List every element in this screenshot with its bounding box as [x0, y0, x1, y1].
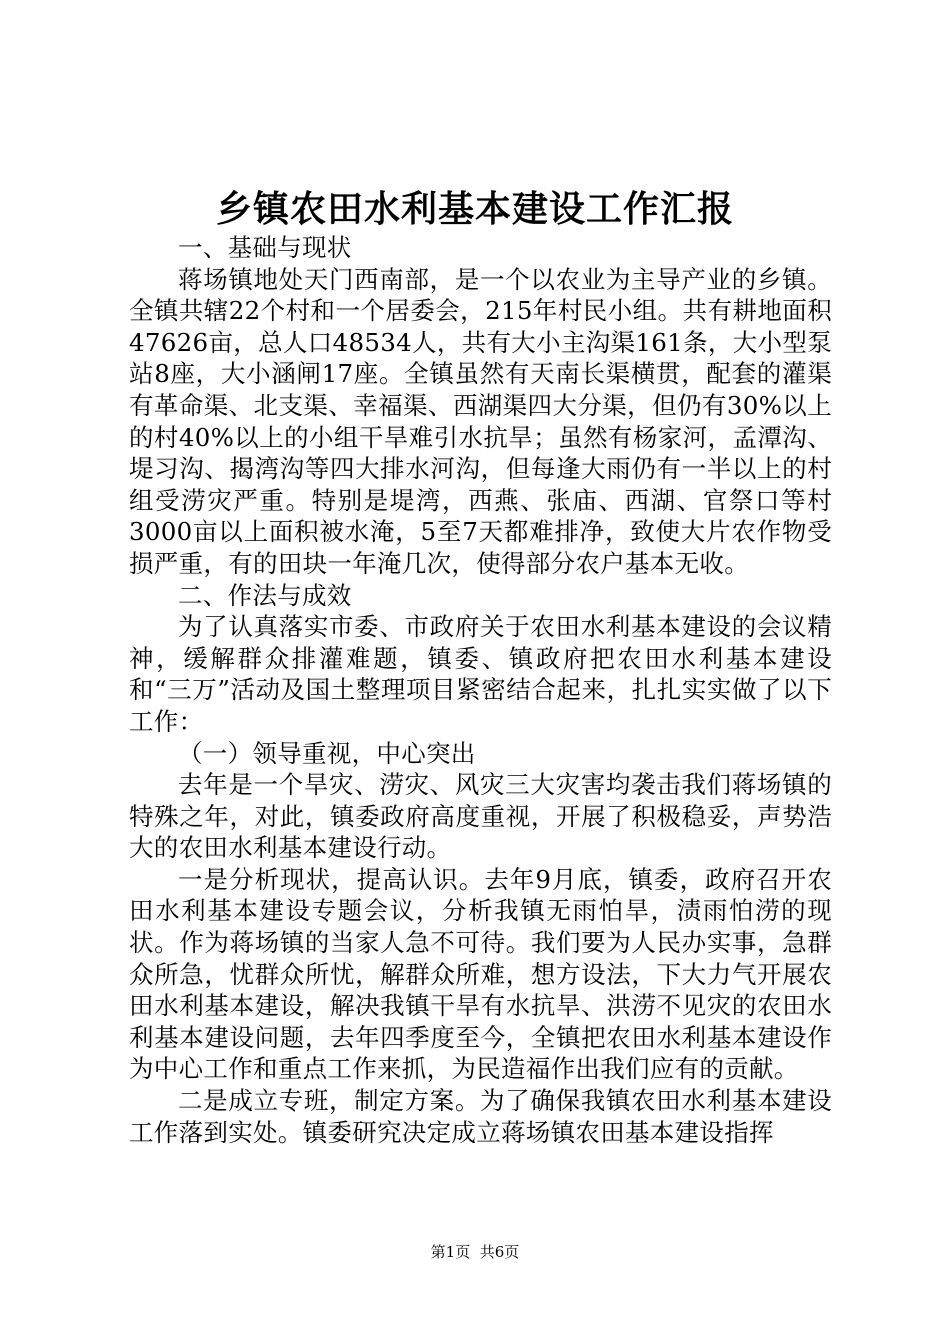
section-heading-methods: 二、作法与成效 — [178, 580, 352, 610]
section-heading-basis: 一、基础与现状 — [178, 233, 352, 262]
document-title: 乡镇农田水利基本建设工作汇报 — [215, 188, 734, 230]
paragraph-last-year: 去年是一个旱灾、涝灾、风灾三大灾害均袭击我们蒋场镇的特殊之年，对此，镇委政府高度重视，开展了积极稳妥，声势浩大的农田水利基本建设行动。 — [129, 770, 832, 863]
document-body — [129, 232, 832, 1148]
paragraph-point-two: 二是成立专班，制定方案。为了确保我镇农田水利基本建设工作落到实处。镇委研究决定成立蒋场镇农田基本建设指挥 — [129, 1086, 832, 1147]
paragraph-overview: 蒋场镇地处天门西南部，是一个以农业为主导产业的乡镇。全镇共辖22个村和一个居委会，215年村民小组。共有耕地面积47626亩，总人口48534人，共有大小主沟渠161条，大小型泵站8座，大小涵闸17座。全镇虽然有天南长渠横贯，配套的灌渠有革命渠、北支渠、幸福渠、西湖渠四大分渠，但仍有30%以上的村40%以上的小组干旱难引水抗旱；虽然有杨家河，孟潭沟、堤习沟、揭湾沟等四大排水河沟，但每逢大雨仍有一半以上的村组受涝灾严重。特别是堤湾，西燕、张庙、西湖、官祭口等村3000亩以上面积被水淹，5至7天都难排净，致使大片农作物受损严重，有的田块一年淹几次，使得部分农户基本无收。 — [129, 264, 832, 578]
paragraph-intro-methods: 为了认真落实市委、市政府关于农田水利基本建设的会议精神，缓解群众排灌难题，镇委、镇政府把农田水利基本建设和“三万”活动及国土整理项目紧密结合起来，扎扎实实做了以下工作： — [129, 612, 832, 736]
page-number-current: 第1页 — [430, 1243, 471, 1261]
page-footer — [0, 1240, 950, 1264]
paragraph-point-one: 一是分析现状，提高认识。去年9月底，镇委，政府召开农田水利基本建设专题会议，分析我镇无雨怕旱，渍雨怕涝的现状。作为蒋场镇的当家人急不可待。我们要为人民办实事，急群众所急，忧群众所忧，解群众所难，想方设法，下大力气开展农田水利基本建设，解决我镇干旱有水抗旱、洪涝不见灾的农田水利基本建设问题，去年四季度至今，全镇把农田水利基本建设作为中心工作和重点工作来抓，为民造福作出我们应有的贡献。 — [129, 864, 832, 1084]
page-number-total: 共6页 — [479, 1243, 520, 1261]
subsection-heading-leadership: （一）领导重视，中心突出 — [178, 738, 476, 768]
